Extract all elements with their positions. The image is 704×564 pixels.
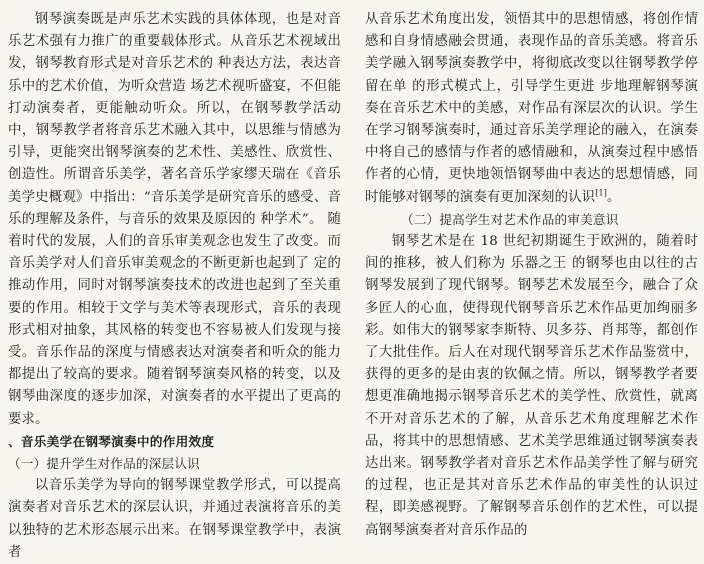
subsection-heading: （二）提高学生对艺术作品的审美意识	[401, 211, 619, 227]
left-column	[8, 9, 341, 560]
body-paragraph: 钢琴艺术是在 18 世纪初期诞生于欧洲的，随着时间的推移，被人们称为 乐器之王 的钢琴也由以往的古钢琴发展到了现代钢琴。钢琴艺术发展至今，融合了众多匠人的心血，使得现代钢琴音乐艺术作品更加绚丽多彩。如伟大的钢琴家李斯特、贝多芬、肖邦等，都创作了大批佳作。后人在对现代钢琴音乐艺术作品鉴赏中，获得的更多的是由衷的钦佩之情。所以，钢琴教学者要想更准确地揭示钢琴音乐艺术的美学性、欣赏性，就离不开对音乐艺术的了解，从音乐艺术角度理解艺术作品，将其中的思想情感、艺术美学思维通过钢琴演奏表达出来。钢琴教学者对音乐艺术作品美学性了解与研究的过程，也正是其对音乐艺术作品的审美性的认识过程，即美感视野。了解钢琴音乐创作的艺术性，可以提高钢琴演奏者对音乐作品的	[365, 234, 698, 538]
body-paragraph: 钢琴演奏既是声乐艺术实践的具体体现，也是对音乐艺术强有力推广的重要载体形式。从音乐艺术视域出发，钢琴教育形式是对音乐艺术的 种表达方法，表达音乐中的艺术价值，为听众营造 场艺术视听盛宴，不但能打动演奏者，更能触动听众。所以，在钢琴教学活动中，钢琴教学者将音乐艺术融入其中，以思维与情感为引导，更能突出钢琴演奏的艺术性、美感性、欣赏性、创造性。所谓音乐美学，著名音乐学家缪天瑞在《音乐美学史概观》中指出：“音乐美学是研究音乐的感受、音乐的理解及条件，与音乐的效果及原因的 种学术”。 随着时代的发展，人们的音乐审美观念也发生了改变。而音乐美学对人们音乐审美观念的不断更新也起到了 定的推动作用，同时对钢琴演奏技术的改进也起到了至关重要的作用。相较于文学与美术等表现形式，音乐的表现形式相对抽象，其风格的转变也不容易被人们发现与接受。音乐作品的深度与情感表达对演奏者和听众的能力都提出了较高的要求。随着钢琴演奏风格的转变，以及钢琴曲深度的逐步加深，对演奏者的水平提出了更高的要求。	[8, 12, 341, 427]
body-paragraph	[365, 9, 698, 209]
paragraph-text: 从音乐艺术角度出发，领悟其中的思想情感，将创作情感和自身情感融会贯通，表现作品的音乐美感。将音乐美学融入钢琴演奏教学中，将彻底改变以往钢琴教学停留在单 的形式模式上，引导学生更进 步地理解钢琴演奏在音乐艺术中的美感，对作品有深层次的认识。学生在学习钢琴演奏时，通过音乐美学理论的融入，在演奏中将自己的感情与作者的感情融和，从演奏过程中感悟作者的心情，更快地领悟钢琴曲中表达的思想情感，同时能够对钢琴的演奏有更加深刻的认识	[365, 12, 698, 205]
section-heading: 、音乐美学在钢琴演奏中的作用效度	[8, 433, 215, 449]
subsection-heading: （一）提升学生对作品的深层认识	[8, 456, 200, 472]
body-paragraph: 以音乐美学为导向的钢琴课堂教学形式，可以提高演奏者对音乐艺术的深层认识，并通过表演将音乐的美以独特的艺术形态展示出来。在钢琴课堂教学中，表演者	[8, 478, 341, 560]
right-column	[365, 9, 698, 538]
citation-mark: [1]	[595, 188, 607, 198]
paragraph-end: 。	[607, 189, 621, 205]
